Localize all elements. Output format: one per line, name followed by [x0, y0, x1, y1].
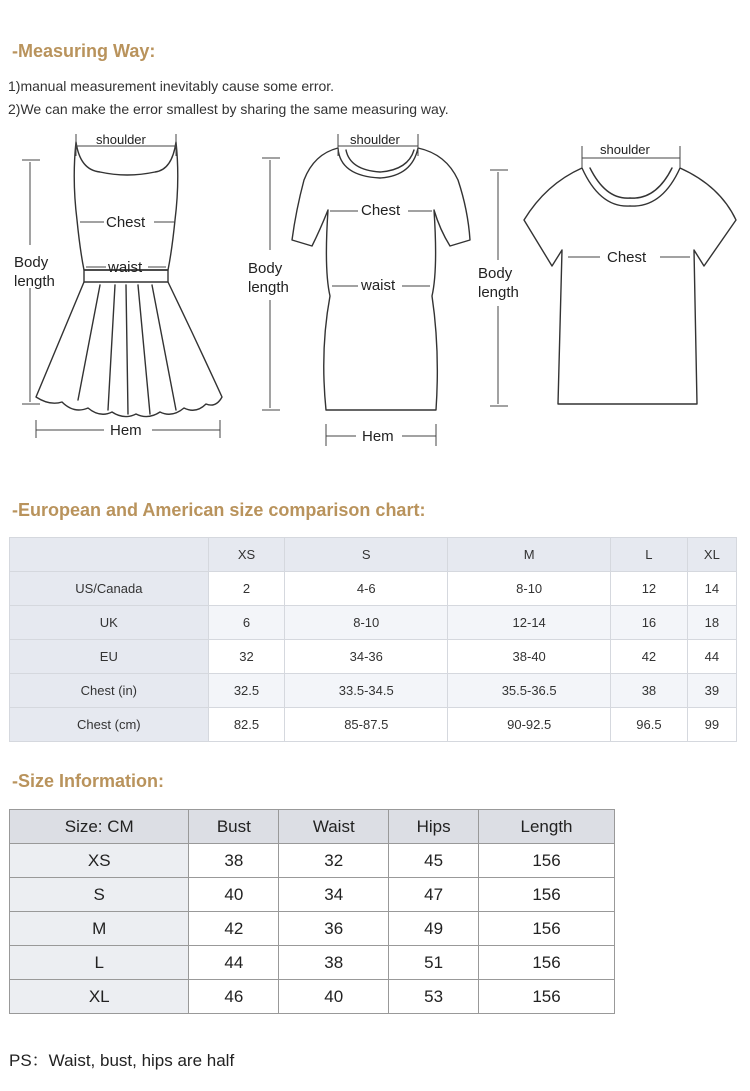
table-row [10, 946, 615, 980]
dress1-shoulder-label: shoulder [96, 132, 146, 147]
table-cell: 44 [687, 640, 736, 674]
table-cell: 156 [479, 912, 615, 946]
table-cell: 14 [687, 572, 736, 606]
measurement-diagrams [0, 120, 750, 460]
table-cell: 32 [208, 640, 285, 674]
table-cell: 34 [279, 878, 389, 912]
table-row [10, 878, 615, 912]
table-row [10, 640, 737, 674]
column-header: Waist [279, 810, 389, 844]
row-header: S [10, 878, 189, 912]
table-cell: 2 [208, 572, 285, 606]
measuring-note-2: 2)We can make the error smallest by sharing the same measuring way. [8, 101, 449, 117]
column-header: L [611, 538, 688, 572]
table-cell: 51 [389, 946, 479, 980]
row-header: UK [10, 606, 209, 640]
table-cell: 38 [611, 674, 688, 708]
table-header-row [10, 538, 737, 572]
tshirt-length-label: length [478, 284, 519, 301]
table-cell: 44 [189, 946, 279, 980]
table-cell: 18 [687, 606, 736, 640]
dress1-length-label: length [14, 273, 55, 290]
table-row [10, 844, 615, 878]
table-cell: 156 [479, 980, 615, 1014]
row-header: EU [10, 640, 209, 674]
dress2-shoulder-label: shoulder [350, 132, 400, 147]
table-cell: 38-40 [448, 640, 611, 674]
table-cell: 99 [687, 708, 736, 742]
row-header: XL [10, 980, 189, 1014]
column-header: Bust [189, 810, 279, 844]
tshirt-chest-label: Chest [607, 249, 647, 266]
table-cell: 12 [611, 572, 688, 606]
size-information-table [9, 809, 615, 1014]
table-cell: 46 [189, 980, 279, 1014]
table-row [10, 980, 615, 1014]
table-cell: 4-6 [285, 572, 448, 606]
column-header: Hips [389, 810, 479, 844]
column-header: M [448, 538, 611, 572]
table-row [10, 912, 615, 946]
dress1-body-label: Body [14, 254, 49, 271]
row-header: M [10, 912, 189, 946]
table-cell: 42 [611, 640, 688, 674]
flared-dress-diagram [14, 132, 222, 439]
table-cell: 90-92.5 [448, 708, 611, 742]
table-cell: 82.5 [208, 708, 285, 742]
tshirt-shoulder-label: shoulder [600, 142, 650, 157]
table-cell: 49 [389, 912, 479, 946]
column-header: XL [687, 538, 736, 572]
table-cell: 16 [611, 606, 688, 640]
table-cell: 8-10 [448, 572, 611, 606]
table-header-row [10, 810, 615, 844]
column-header: S [285, 538, 448, 572]
table-cell: 53 [389, 980, 479, 1014]
column-header: XS [208, 538, 285, 572]
measuring-way-title: -Measuring Way: [12, 41, 156, 61]
table-cell: 85-87.5 [285, 708, 448, 742]
table-cell: 38 [279, 946, 389, 980]
dress2-body-label: Body [248, 260, 283, 277]
table-row [10, 674, 737, 708]
table-cell: 47 [389, 878, 479, 912]
table-cell: 156 [479, 946, 615, 980]
table-cell: 156 [479, 878, 615, 912]
table-cell: 39 [687, 674, 736, 708]
dress1-chest-label: Chest [106, 214, 146, 231]
comparison-chart-title: -European and American size comparison chart: [12, 500, 426, 520]
column-header: Size: CM [10, 810, 189, 844]
table-cell: 40 [189, 878, 279, 912]
dress2-hem-label: Hem [362, 428, 394, 445]
table-cell: 45 [389, 844, 479, 878]
row-header: Chest (in) [10, 674, 209, 708]
dress1-waist-label: waist [108, 259, 143, 276]
table-cell: 32 [279, 844, 389, 878]
table-cell: 40 [279, 980, 389, 1014]
sheath-dress-diagram [248, 132, 470, 446]
table-cell: 38 [189, 844, 279, 878]
table-cell: 12-14 [448, 606, 611, 640]
table-cell: 35.5-36.5 [448, 674, 611, 708]
column-header: Length [479, 810, 615, 844]
dress2-waist-label: waist [361, 277, 396, 294]
dress2-chest-label: Chest [361, 202, 401, 219]
dress1-hem-label: Hem [110, 422, 142, 439]
column-header [10, 538, 209, 572]
table-cell: 32.5 [208, 674, 285, 708]
table-cell: 33.5-34.5 [285, 674, 448, 708]
row-header: Chest (cm) [10, 708, 209, 742]
dress2-length-label: length [248, 279, 289, 296]
row-header: US/Canada [10, 572, 209, 606]
table-cell: 8-10 [285, 606, 448, 640]
table-cell: 156 [479, 844, 615, 878]
size-comparison-table [9, 537, 737, 742]
row-header: L [10, 946, 189, 980]
table-row [10, 606, 737, 640]
table-row [10, 572, 737, 606]
table-cell: 6 [208, 606, 285, 640]
ps-note: PS：Waist, bust, hips are half [9, 1051, 235, 1070]
table-cell: 42 [189, 912, 279, 946]
tshirt-diagram [478, 142, 736, 406]
table-cell: 36 [279, 912, 389, 946]
tshirt-body-label: Body [478, 265, 513, 282]
table-row [10, 708, 737, 742]
row-header: XS [10, 844, 189, 878]
table-cell: 34-36 [285, 640, 448, 674]
measuring-note-1: 1)manual measurement inevitably cause some error. [8, 78, 335, 94]
table-cell: 96.5 [611, 708, 688, 742]
size-information-title: -Size Information: [12, 771, 164, 791]
